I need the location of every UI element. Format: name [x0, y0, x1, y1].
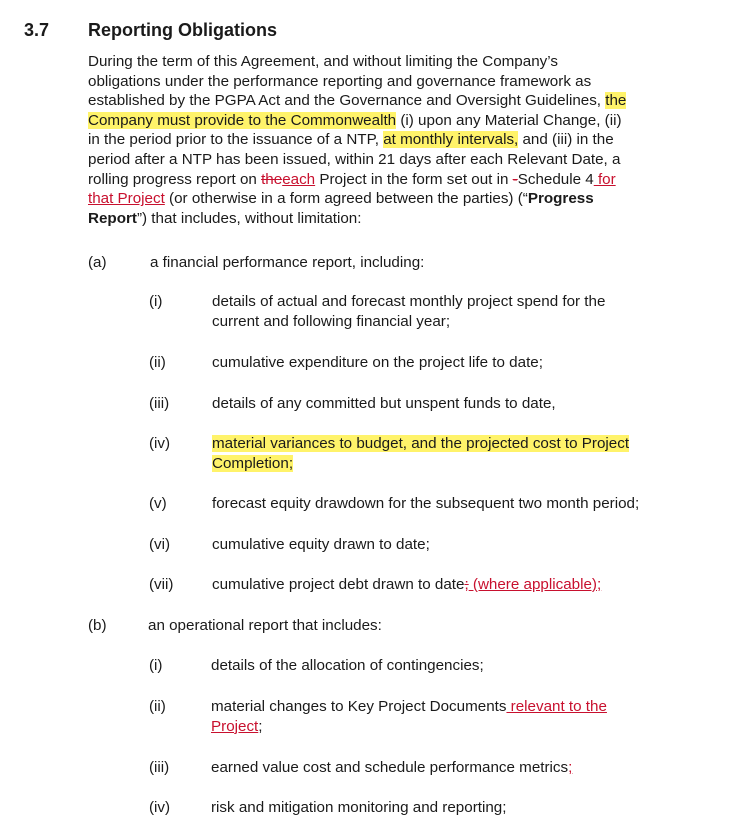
text-run: rolling progress report on	[88, 170, 262, 188]
intro-line	[88, 170, 712, 190]
text-run: details of actual and forecast monthly project spend for the	[212, 293, 606, 310]
text-run: current and following financial year;	[212, 312, 451, 330]
text-run: earned value cost and schedule performance metrics	[211, 759, 569, 776]
text-run: During the term of this Agreement, and without limiting the Company’s	[88, 53, 558, 70]
sub-item-text	[212, 292, 605, 331]
text-run: period after a NTP has been issued, within 21 days after each Relevant Date, a	[88, 150, 621, 168]
highlighted-text: material variances to budget, and the projected cost to Project	[212, 435, 630, 452]
sub-item-label: (ii)	[149, 354, 166, 371]
item-a-text: a financial performance report, including:	[150, 254, 425, 271]
intro-line	[88, 52, 712, 72]
sub-item-label: (iii)	[149, 395, 170, 412]
sub-item-text	[212, 575, 601, 595]
sub-item-text: details of the allocation of contingencies;	[211, 657, 484, 674]
highlighted-text: the	[605, 92, 627, 110]
inserted-text: relevant to the	[506, 698, 607, 715]
sub-item-text: forecast equity drawdown for the subsequent two month period;	[212, 495, 640, 512]
item-b-label: (b)	[88, 617, 107, 634]
sub-item-label: (i)	[149, 293, 163, 310]
section-number: 3.7	[24, 20, 50, 40]
sub-item-label: (iv)	[149, 435, 171, 452]
intro-line	[88, 189, 712, 209]
sub-item-text: cumulative expenditure on the project life to date;	[212, 354, 543, 371]
inserted-text: ;	[568, 759, 573, 776]
sub-item-text: cumulative equity drawn to date;	[212, 536, 430, 553]
sub-item-text	[211, 697, 607, 736]
sub-item-text: details of any committed but unspent funds to date,	[212, 395, 556, 412]
intro-line	[88, 209, 712, 229]
intro-line	[88, 150, 712, 170]
sub-item-label: (iv)	[149, 799, 171, 816]
inserted-text: (where applicable);	[468, 576, 602, 593]
defined-term: Progress	[527, 190, 594, 208]
inserted-text: for	[593, 170, 616, 188]
sub-item-text	[212, 434, 629, 473]
sub-item-label: (iii)	[149, 759, 170, 776]
sub-item-label: (ii)	[149, 698, 166, 715]
inserted-text: Project	[211, 717, 259, 735]
intro-line	[88, 91, 712, 111]
text-run: material changes to Key Project Documents	[211, 698, 507, 715]
sub-item-label: (v)	[149, 495, 167, 512]
text-run: established by the PGPA Act and the Governance and Oversight Guidelines,	[88, 92, 606, 110]
item-b-text: an operational report that includes:	[148, 617, 382, 634]
sub-item-label: (vi)	[149, 536, 171, 553]
highlighted-text: Company must provide to the Commonwealth	[88, 111, 397, 129]
text-run: and (iii) in the	[518, 131, 614, 149]
highlighted-text: Completion;	[212, 454, 294, 472]
text-run: ;	[258, 717, 263, 735]
text-run: (or otherwise in a form agreed between the parties) (“	[164, 190, 528, 208]
deleted-text: the	[261, 170, 283, 188]
text-run: Schedule 4	[517, 170, 594, 188]
deleted-text: ;	[464, 576, 469, 593]
sub-item-text: risk and mitigation monitoring and reporting;	[211, 799, 507, 816]
text-run: obligations under the performance reporting and governance framework as	[88, 72, 592, 90]
defined-term: Report	[88, 209, 137, 227]
sub-item-text	[211, 758, 572, 778]
inserted-text: each	[282, 170, 316, 188]
section-title: Reporting Obligations	[88, 20, 277, 40]
intro-paragraph	[88, 52, 712, 228]
sub-item-label: (i)	[149, 657, 163, 674]
highlighted-text: at monthly intervals,	[383, 131, 519, 149]
text-run: in the period prior to the issuance of a NTP,	[88, 131, 384, 149]
text-run: cumulative project debt drawn to date	[212, 576, 465, 593]
sub-item-label: (vii)	[149, 576, 174, 593]
text-run: Project in the form set out in	[315, 170, 513, 188]
item-a-label: (a)	[88, 254, 107, 271]
text-run: (i) upon any Material Change, (ii)	[396, 111, 622, 129]
intro-line	[88, 130, 712, 150]
text-run: ”) that includes, without limitation:	[136, 209, 362, 227]
deleted-text: -	[512, 170, 518, 188]
intro-line	[88, 111, 712, 131]
intro-line	[88, 72, 712, 92]
inserted-text: that Project	[88, 190, 165, 208]
